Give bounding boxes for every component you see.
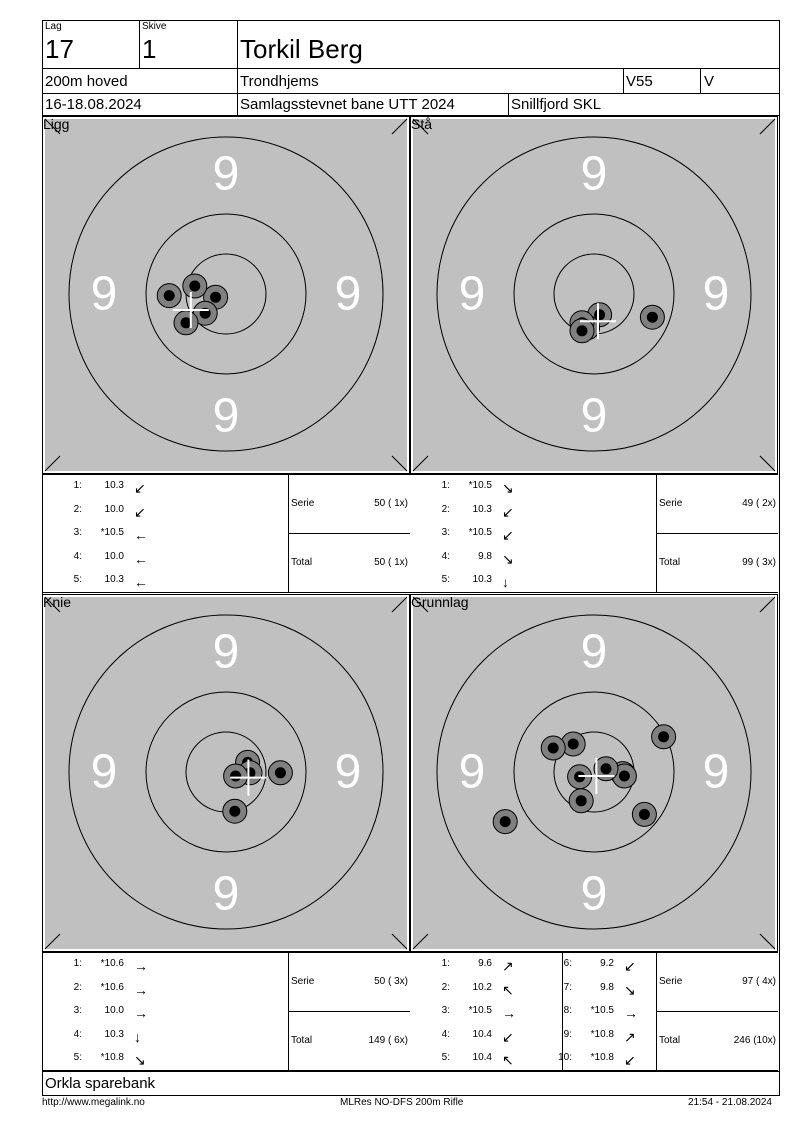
shot-value: 9.2: [600, 958, 614, 969]
shot-direction-icon: ↙: [502, 1028, 514, 1045]
shot-value: *10.5: [468, 480, 492, 491]
lag-label: Lag: [45, 21, 62, 32]
ring-number-9: 9: [212, 625, 240, 679]
shooter-class: V55: [626, 73, 653, 90]
dates: 16-18.08.2024: [45, 96, 142, 113]
shot-center-5: [548, 743, 559, 754]
serie-value: 50 ( 1x): [374, 498, 408, 509]
shot-number: 4:: [441, 550, 450, 562]
shot-number: 1:: [441, 958, 450, 969]
shot-value: *10.8: [590, 1052, 614, 1063]
shot-center-4: [229, 806, 240, 817]
shot-center-3: [164, 290, 175, 301]
shot-center-1: [658, 731, 669, 742]
shot-center-5: [189, 281, 200, 292]
shot-center-2: [568, 739, 579, 750]
serie-value: 49 ( 2x): [742, 498, 776, 509]
shot-value: *10.5: [100, 527, 124, 538]
serie-label: Serie: [659, 976, 683, 987]
shot-direction-icon: ↙: [502, 503, 514, 520]
ring-number-9: 9: [702, 267, 730, 321]
serie-label: Serie: [291, 498, 315, 509]
shot-number: 7:: [563, 981, 572, 993]
skive-label: Skive: [142, 21, 167, 32]
shot-number: 3:: [441, 1005, 450, 1016]
shot-direction-icon: ←: [134, 527, 148, 543]
ring-number-9: 9: [580, 625, 608, 679]
shot-value: 9.8: [478, 550, 492, 562]
shot-value: *10.5: [590, 1005, 614, 1016]
shot-direction-icon: ↙: [624, 958, 636, 974]
event-name: Samlagsstevnet bane UTT 2024: [240, 96, 455, 113]
total-label: Total: [659, 557, 681, 568]
shot-center-6: [500, 816, 511, 827]
shot-value: *10.6: [100, 958, 124, 969]
total-label: Total: [291, 557, 313, 568]
organizer: Snillfjord SKL: [511, 96, 602, 113]
shot-number: 5:: [441, 574, 450, 585]
shot-direction-icon: ←: [134, 574, 148, 590]
shot-direction-icon: ↘: [502, 480, 514, 496]
shot-number: 1:: [73, 480, 82, 491]
shot-value: 10.0: [104, 503, 124, 515]
shot-center-1: [210, 292, 221, 303]
ring-number-9: 9: [212, 867, 240, 921]
shot-center-4: [576, 795, 587, 806]
shot-number: 2:: [441, 981, 450, 993]
shot-value: *10.8: [100, 1052, 124, 1063]
shot-value: *10.5: [468, 1005, 492, 1016]
target-1: [410, 116, 778, 474]
shot-number: 1:: [441, 480, 450, 491]
shot-number: 4:: [441, 1028, 450, 1040]
shot-direction-icon: ↙: [624, 1052, 636, 1068]
shot-value: 10.3: [104, 1028, 124, 1040]
shot-number: 8:: [563, 1005, 572, 1016]
total-value: 99 ( 3x): [742, 557, 776, 568]
shot-center-8: [619, 771, 630, 782]
shot-value: 10.3: [104, 574, 124, 585]
shot-center-3: [275, 767, 286, 778]
shot-value: 9.8: [600, 981, 614, 993]
serie-label: Serie: [291, 976, 315, 987]
shot-number: 10:: [558, 1052, 572, 1063]
panel-label: Knie: [43, 594, 72, 610]
ring-number-9: 9: [334, 267, 362, 321]
shot-number: 2:: [73, 981, 82, 993]
shot-number: 3:: [441, 527, 450, 538]
ring-number-9: 9: [580, 867, 608, 921]
shot-number: 3:: [73, 1005, 82, 1016]
shot-direction-icon: ↖: [502, 981, 514, 998]
shot-value: 10.0: [104, 1005, 124, 1016]
shot-direction-icon: ↗: [502, 958, 514, 974]
shot-direction-icon: ↗: [624, 1028, 636, 1045]
total-label: Total: [291, 1035, 313, 1046]
weapon-class: V: [704, 73, 715, 90]
shot-value: 10.2: [472, 981, 492, 993]
shot-direction-icon: ↙: [134, 503, 146, 520]
shot-direction-icon: ↓: [502, 574, 509, 590]
shot-number: 4:: [73, 550, 82, 562]
shot-direction-icon: ↙: [134, 480, 146, 496]
panel-label: Stå: [411, 116, 433, 132]
shot-value: *10.6: [100, 981, 124, 993]
shot-direction-icon: →: [624, 1005, 638, 1021]
panel-label: Ligg: [43, 116, 70, 132]
footer-software: MLRes NO-DFS 200m Rifle: [340, 1097, 464, 1108]
ring-number-9: 9: [458, 267, 486, 321]
shot-number: 2:: [73, 503, 82, 515]
shot-value: 9.6: [478, 958, 492, 969]
shot-direction-icon: →: [134, 958, 148, 974]
shot-direction-icon: ↖: [502, 1052, 514, 1068]
shot-direction-icon: ↘: [134, 1052, 146, 1068]
serie-label: Serie: [659, 498, 683, 509]
ring-number-9: 9: [90, 745, 118, 799]
shot-center-4: [647, 312, 658, 323]
total-label: Total: [659, 1035, 681, 1046]
shot-number: 4:: [73, 1028, 82, 1040]
serie-value: 50 ( 3x): [374, 976, 408, 987]
shot-number: 5:: [73, 1052, 82, 1063]
club: Trondhjems: [240, 73, 319, 90]
sponsor: Orkla sparebank: [45, 1075, 156, 1092]
shot-number: 9:: [563, 1028, 572, 1040]
shot-number: 6:: [563, 958, 572, 969]
ring-number-9: 9: [580, 389, 608, 443]
shot-direction-icon: →: [134, 1005, 148, 1021]
shot-value: 10.4: [472, 1028, 492, 1040]
serie-value: 97 ( 4x): [742, 976, 776, 987]
ring-number-9: 9: [212, 389, 240, 443]
shot-number: 3:: [73, 527, 82, 538]
panel-label: Grunnlag: [411, 594, 469, 610]
shot-center-5: [577, 325, 588, 336]
target-2: [42, 594, 410, 952]
shot-value: *10.8: [590, 1028, 614, 1040]
shot-number: 2:: [441, 503, 450, 515]
ring-number-9: 9: [334, 745, 362, 799]
shot-direction-icon: ↘: [624, 981, 636, 998]
shot-direction-icon: ←: [134, 550, 148, 567]
shot-value: 10.3: [472, 503, 492, 515]
total-value: 50 ( 1x): [374, 557, 408, 568]
shot-direction-icon: ↓: [134, 1028, 141, 1045]
shot-value: 10.3: [472, 574, 492, 585]
footer-timestamp: 21:54 - 21.08.2024: [688, 1097, 772, 1108]
ring-number-9: 9: [212, 147, 240, 201]
target-3: [410, 594, 778, 952]
target-0: [42, 116, 410, 474]
ring-number-9: 9: [580, 147, 608, 201]
skive-value: 1: [142, 34, 157, 64]
ring-number-9: 9: [702, 745, 730, 799]
shot-number: 1:: [73, 958, 82, 969]
shot-direction-icon: →: [134, 981, 148, 998]
shot-center-7: [639, 809, 650, 820]
shot-direction-icon: ↘: [502, 550, 514, 567]
shot-number: 5:: [73, 574, 82, 585]
shot-value: *10.5: [468, 527, 492, 538]
lag-value: 17: [45, 34, 74, 64]
shot-number: 5:: [441, 1052, 450, 1063]
shot-direction-icon: →: [502, 1005, 516, 1021]
footer-url[interactable]: http://www.megalink.no: [42, 1097, 145, 1108]
program: 200m hoved: [45, 73, 128, 90]
total-value: 149 ( 6x): [368, 1035, 408, 1046]
shot-center-5: [230, 771, 241, 782]
shooter-name: Torkil Berg: [240, 34, 363, 64]
ring-number-9: 9: [458, 745, 486, 799]
shot-value: 10.4: [472, 1052, 492, 1063]
ring-number-9: 9: [90, 267, 118, 321]
shot-center-9: [601, 763, 612, 774]
shot-value: 10.3: [104, 480, 124, 491]
shot-direction-icon: ↙: [502, 527, 514, 543]
shot-value: 10.0: [104, 550, 124, 562]
total-value: 246 (10x): [733, 1035, 776, 1046]
